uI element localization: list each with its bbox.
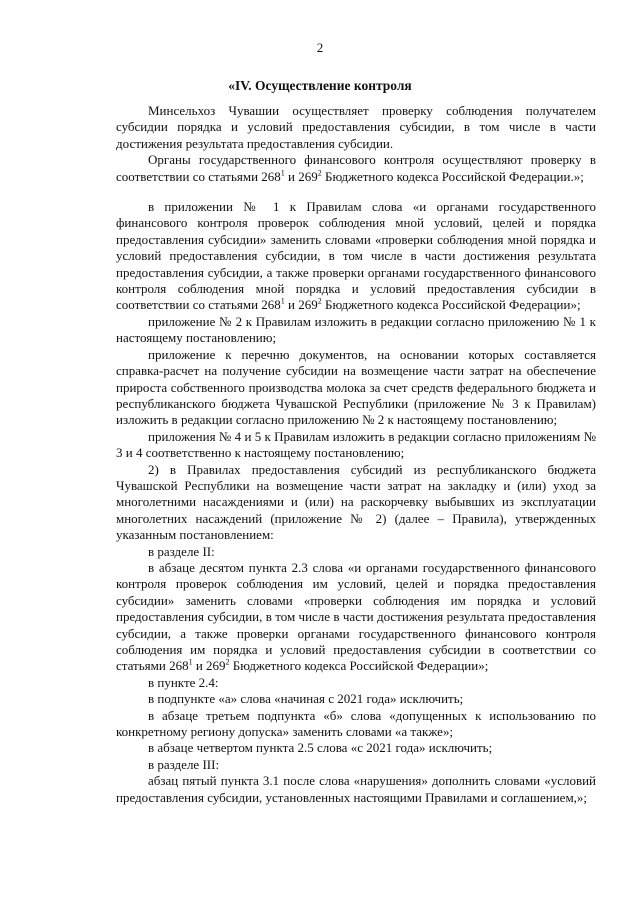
- paragraph: в абзаце четвертом пункта 2.5 слова «с 2021 года» исключить;: [148, 740, 493, 756]
- paragraph: в абзаце третьем подпункта «б» слова «допущенных к использованию по конкретному региону допуска» заменить словами «а также»;: [116, 707, 596, 740]
- section-heading: «IV. Осуществление контроля: [228, 78, 412, 93]
- paragraph: в абзаце десятом пункта 2.3 слова «и органами государственного финансового контроля проверок соблюдения им условий, целей и порядка предоставления субсидии» заменить словами «проверки соблюдения им порядка и условий предоставления субсидии, в том числе в части достижения результата предоставления субсидии, а также проверки органами государственного финансового контроля соблюдения им порядка и условий предоставления субсидии в соответствии со статьями $268^1$ и $269^2$ Бюджетного кодекса Российской Федерации»;: [116, 559, 596, 674]
- document-body: [116, 103, 596, 806]
- paragraph: в подпункте «а» слова «начиная с 2021 года» исключить;: [148, 691, 464, 707]
- paragraph: приложение к перечню документов, на основании которых составляется справка-расчет на получение субсидии на возмещение части затрат на обеспечение прироста собственного производства молока за счет средств федерального бюджета и республиканского бюджета Чувашской Республики (приложение № 3 к Правилам) изложить в редакции согласно приложению № 2 к настоящему постановлению;: [116, 346, 596, 428]
- paragraph: Органы государственного финансового контроля осуществляют проверку в соответствии со статьями $268^1$ и $269^2$ Бюджетного кодекса Российской Федерации.»;: [116, 152, 596, 184]
- paragraph: в пункте 2.4:: [148, 674, 219, 690]
- paragraph: 2) в Правилах предоставления субсидий из республиканского бюджета Чувашской Республики на возмещение части затрат на закладку и (или) уход за многолетними насаждениями и (или) на раскорчевку выбывших из эксплуатации многолетних насаждений (приложение № 2) (далее – Правила), утвержденных указанным постановлением:: [116, 461, 596, 543]
- paragraph: Минсельхоз Чувашии осуществляет проверку соблюдения получателем субсидии порядка и условий предоставления субсидии, в том числе в части достижения результата предоставления субсидии.: [116, 103, 596, 151]
- paragraph: приложение № 2 к Правилам изложить в редакции согласно приложению № 1 к настоящему постановлению;: [116, 313, 596, 346]
- page-number: 2: [316, 40, 324, 55]
- paragraph: абзац пятый пункта 3.1 после слова «нарушения» дополнить словами «условий предоставления субсидии, установленных настоящими Правилами и соглашением,»;: [116, 773, 596, 805]
- paragraph: приложения № 4 и 5 к Правилам изложить в редакции согласно приложениям № 3 и 4 соответственно к настоящему постановлению;: [116, 428, 596, 461]
- paragraph: в разделе III:: [148, 756, 220, 772]
- paragraph: в приложении № 1 к Правилам слова «и органами государственного финансового контроля проверок соблюдения мной условий, целей и порядка предоставления субсидии» заменить словами «проверки соблюдения мной порядка и условий предоставления субсидии, в том числе в части достижения результата предоставления субсидии, а также проверки органами государственного финансового контроля соблюдения мной порядка и условий предоставления субсидии в соответствии со статьями $268^1$ и $269^2$ Бюджетного кодекса Российской Федерации»;: [116, 199, 596, 313]
- paragraph-gap: [116, 185, 596, 199]
- paragraph: в разделе II:: [148, 543, 215, 559]
